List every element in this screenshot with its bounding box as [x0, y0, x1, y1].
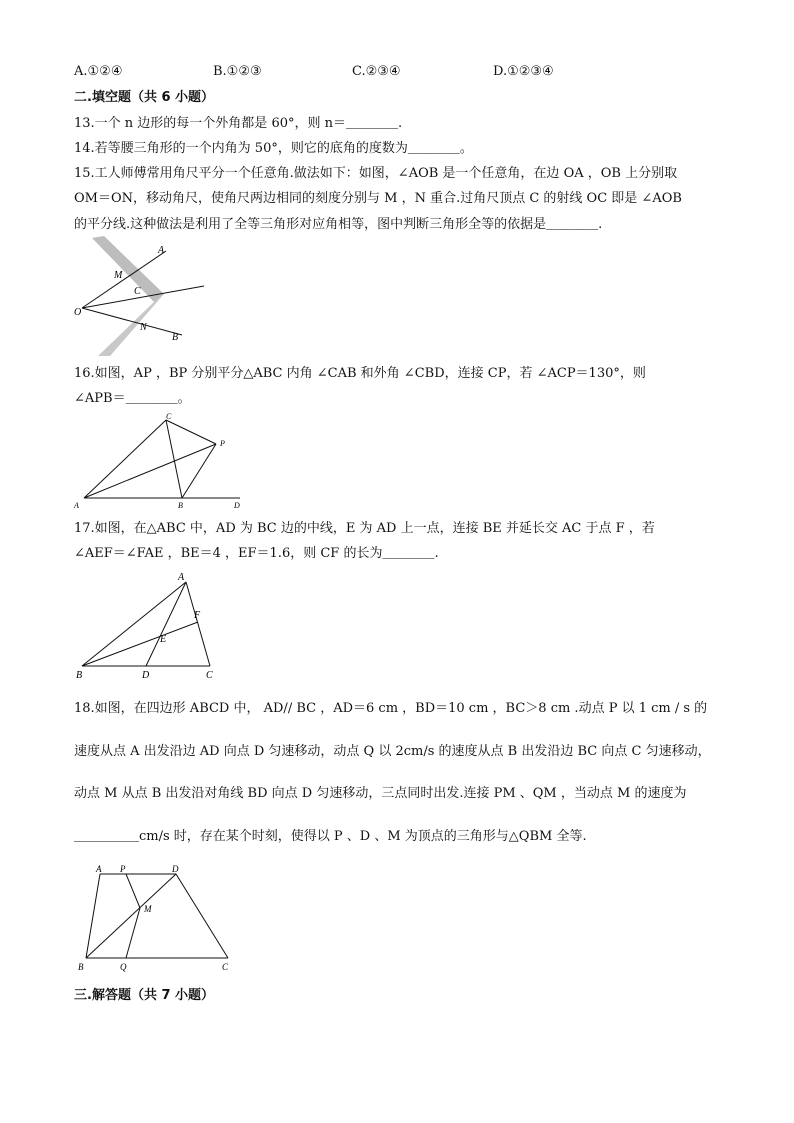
label-a: A — [178, 572, 185, 583]
option-d: D.①②③④ — [493, 64, 554, 79]
question-16-line-2: ∠APB＝＿＿＿＿。 — [74, 391, 191, 406]
section-title-solutions: 三.解答题（共 7 小题） — [74, 988, 215, 1003]
figure-18-quadrilateral — [72, 860, 242, 976]
question-18-line-3: 动点 M 从点 B 出发沿对角线 BD 向点 D 匀速移动，三点同时出发.连接 PM 、QM ，当动点 M 的速度为 — [74, 786, 687, 801]
label-e: E — [160, 634, 167, 645]
question-18-line-4: ＿＿＿＿＿cm/s 时，存在某个时刻，使得以 P 、D 、M 为顶点的三角形与△QBM 全等. — [74, 829, 587, 844]
label-p: P — [220, 439, 225, 448]
question-15-line-1: 15.工人师傅常用角尺平分一个任意角.做法如下：如图，∠AOB 是一个任意角，在边 OA ，OB 上分别取 — [74, 166, 678, 181]
label-p: P — [120, 864, 126, 874]
section-title-fill-blank: 二.填空题（共 6 小题） — [74, 90, 215, 105]
label-c: C — [206, 670, 213, 680]
question-18-line-2: 速度从点 A 出发沿边 AD 向点 D 匀速移动，动点 Q 以 2cm/s 的速度从点 B 出发沿边 BC 向点 C 匀速移动， — [74, 744, 711, 759]
label-c: C — [166, 412, 172, 421]
label-n: N — [140, 322, 147, 333]
label-a: A — [158, 245, 165, 256]
option-b: B.①②③ — [213, 64, 262, 79]
option-a: A.①②④ — [74, 64, 123, 79]
figure-15-angle-bisector — [74, 236, 214, 356]
label-d: D — [234, 501, 240, 510]
question-18-line-1: 18.如图，在四边形 ABCD 中， AD// BC ，AD＝6 cm ，BD＝10 cm ，BC＞8 cm .动点 P 以 1 cm / s 的 — [74, 701, 708, 716]
question-17-line-2: ∠AEF＝∠FAE ，BE＝4 ，EF＝1.6，则 CF 的长为＿＿＿＿. — [74, 546, 439, 561]
label-b: B — [78, 962, 84, 972]
label-b: B — [178, 501, 183, 510]
question-13: 13.一个 n 边形的每一个外角都是 60°，则 n＝＿＿＿＿. — [74, 116, 403, 131]
label-m: M — [114, 270, 123, 281]
label-q: Q — [120, 962, 127, 972]
figure-16-triangle — [74, 410, 254, 510]
question-17-line-1: 17.如图，在△ABC 中，AD 为 BC 边的中线，E 为 AD 上一点，连接 BE 并延长交 AC 于点 F ，若 — [74, 521, 655, 536]
label-d: D — [142, 670, 150, 680]
label-c: C — [134, 286, 141, 297]
figure-17-triangle-median — [72, 568, 222, 680]
question-15-line-3: 的平分线.这种做法是利用了全等三角形对应角相等，图中判断三角形全等的依据是＿＿＿＿. — [74, 217, 603, 232]
option-c: C.②③④ — [352, 64, 401, 79]
question-16-line-1: 16.如图，AP ，BP 分别平分△ABC 内角 ∠CAB 和外角 ∠CBD，连接 CP，若 ∠ACP＝130°，则 — [74, 366, 646, 381]
label-b: B — [76, 670, 83, 680]
label-c: C — [222, 962, 229, 972]
question-15-line-2: OM＝ON，移动角尺，使角尺两边相同的刻度分别与 M ，N 重合.过角尺顶点 C 的射线 OC 即是 ∠AOB — [74, 191, 682, 206]
question-14: 14.若等腰三角形的一个内角为 50°，则它的底角的度数为＿＿＿＿。 — [74, 141, 473, 156]
label-o: O — [74, 307, 82, 318]
label-d: D — [172, 864, 179, 874]
label-f: F — [194, 610, 201, 621]
label-b: B — [172, 332, 179, 343]
label-m: M — [144, 904, 152, 914]
label-a: A — [96, 864, 102, 874]
label-a: A — [74, 501, 79, 510]
